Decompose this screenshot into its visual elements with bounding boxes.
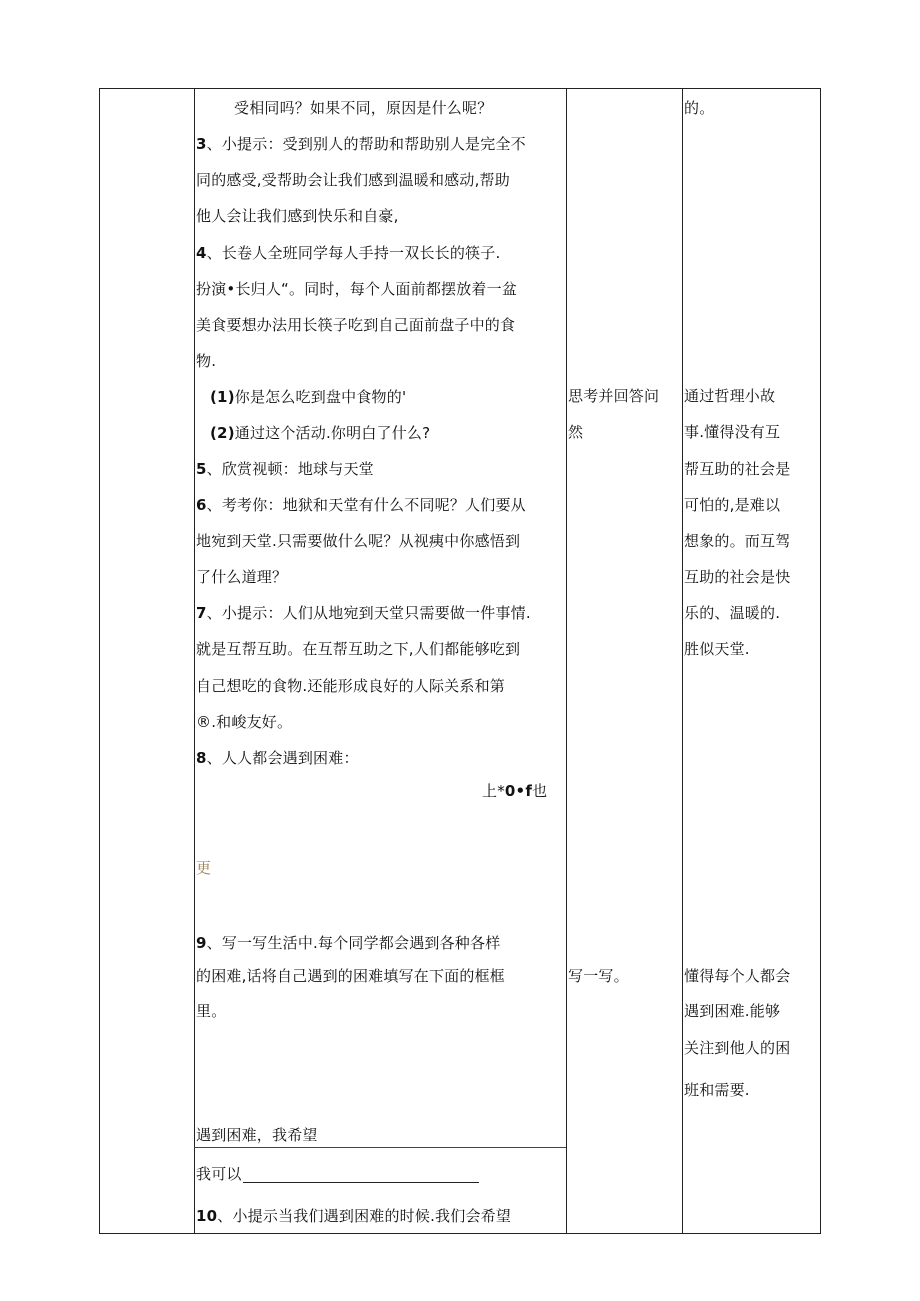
text-line: 思考并回答问 bbox=[568, 387, 660, 405]
text-line: 了什么道理？ bbox=[196, 568, 288, 586]
item-5 bbox=[196, 459, 374, 479]
item-number: 9 bbox=[196, 934, 207, 952]
item-6 bbox=[196, 495, 526, 515]
text-line: 胜似天堂. bbox=[684, 640, 750, 658]
text-line: 里。 bbox=[196, 1002, 227, 1020]
item-number: 4 bbox=[196, 244, 207, 262]
hope-prompt: 遇到困难，我希望 bbox=[196, 1126, 318, 1144]
item-number: 10 bbox=[196, 1207, 218, 1225]
item-text: 、长卷人全班同学每人手持一双长长的筷子. bbox=[206, 244, 501, 262]
text-line: 班和需要. bbox=[684, 1081, 750, 1099]
item-number: 3 bbox=[196, 135, 207, 153]
item-text: 、写一写生活中.每个同学都会遇到各种各样 bbox=[206, 934, 501, 952]
text-line: 自己想吃的食物.还能形成良好的人际关系和第 bbox=[196, 677, 505, 695]
garbled-part: 上* bbox=[482, 782, 505, 800]
item-text: 、欣赏视顿：地球与天堂 bbox=[206, 460, 374, 478]
text-line: 遇到困难.能够 bbox=[684, 1002, 781, 1020]
item-3 bbox=[196, 134, 526, 154]
text-line: 地宛到天堂.只需要做什么呢？从视痍中你感悟到 bbox=[196, 532, 521, 550]
text-line: 通过哲理小故 bbox=[684, 387, 776, 405]
can-prompt: 我可以 bbox=[196, 1165, 242, 1183]
item-text: 、考考你：地狱和天堂有什么不同呢？人们要从 bbox=[206, 496, 526, 514]
text-line: 受相同吗？如果不同，原因是什么呢？ bbox=[234, 99, 493, 117]
column-divider-2 bbox=[566, 89, 567, 1233]
text-line: 事.懂得没有互 bbox=[684, 423, 781, 441]
text-line: 的。 bbox=[684, 99, 715, 117]
garbled-part: 0•f bbox=[504, 782, 533, 800]
text-line: 的困难,话将自己遇到的困难填写在下面的框框 bbox=[196, 967, 505, 985]
question-text: 通过这个活动.你明白了什么? bbox=[234, 424, 431, 442]
item-number: 8 bbox=[196, 749, 207, 767]
text-line: 可怕的,是难以 bbox=[684, 496, 781, 514]
question-2 bbox=[210, 423, 430, 443]
text-line: 懂得每个人都会 bbox=[684, 967, 791, 985]
garbled-text bbox=[482, 781, 547, 801]
question-number: (2) bbox=[210, 424, 235, 442]
item-number: 5 bbox=[196, 460, 207, 478]
item-9 bbox=[196, 933, 500, 953]
text-line: 关注到他人的困 bbox=[684, 1039, 791, 1057]
text-line: ®.和峻友好。 bbox=[196, 713, 293, 731]
text-line: 扮演•长归人“。同时，每个人面前都摆放着一盆 bbox=[196, 280, 518, 298]
question-text: 你是怎么吃到盘中食物的' bbox=[234, 388, 407, 406]
garbled-part: 也 bbox=[532, 782, 548, 800]
question-1 bbox=[210, 387, 406, 407]
item-text: 、人人都会遇到困难： bbox=[206, 749, 359, 767]
text-line: 同的感受,受帮助会让我们感到温暖和感动,帮助 bbox=[196, 171, 510, 189]
item-8 bbox=[196, 748, 359, 768]
answer-blank bbox=[243, 1182, 479, 1183]
item-text: 、小提示当我们遇到困难的时候.我们会希望 bbox=[217, 1207, 512, 1225]
text-line: 写一写。 bbox=[568, 967, 629, 985]
column-divider-3 bbox=[682, 89, 683, 1233]
text-line: 互助的社会是快 bbox=[684, 568, 791, 586]
item-text: 、小提示：人们从地宛到天堂只需要做一件事情. bbox=[206, 604, 531, 622]
row-divider bbox=[194, 1147, 566, 1148]
item-10 bbox=[196, 1206, 511, 1226]
text-line: 帮互助的社会是 bbox=[684, 460, 791, 478]
text-line: 然 bbox=[568, 423, 584, 441]
column-divider-1 bbox=[194, 89, 195, 1233]
item-number: 7 bbox=[196, 604, 207, 622]
text-line: 乐的、温暖的. bbox=[684, 604, 781, 622]
text-line: 就是互帮互助。在互帮互助之下,人们都能够吃到 bbox=[196, 640, 521, 658]
question-number: (1) bbox=[210, 388, 235, 406]
item-4 bbox=[196, 243, 500, 263]
item-7 bbox=[196, 603, 531, 623]
text-line: 物. bbox=[196, 352, 217, 370]
stray-character: 更 bbox=[196, 859, 212, 877]
text-line: 美食要想办法用长筷子吃到自己面前盘子中的食 bbox=[196, 316, 516, 334]
item-text: 、小提示：受到别人的帮助和帮助别人是完全不 bbox=[206, 135, 526, 153]
text-line: 想象的。而互驾 bbox=[684, 532, 791, 550]
text-line: 他人会让我们感到快乐和自豪, bbox=[196, 207, 399, 225]
item-number: 6 bbox=[196, 496, 207, 514]
